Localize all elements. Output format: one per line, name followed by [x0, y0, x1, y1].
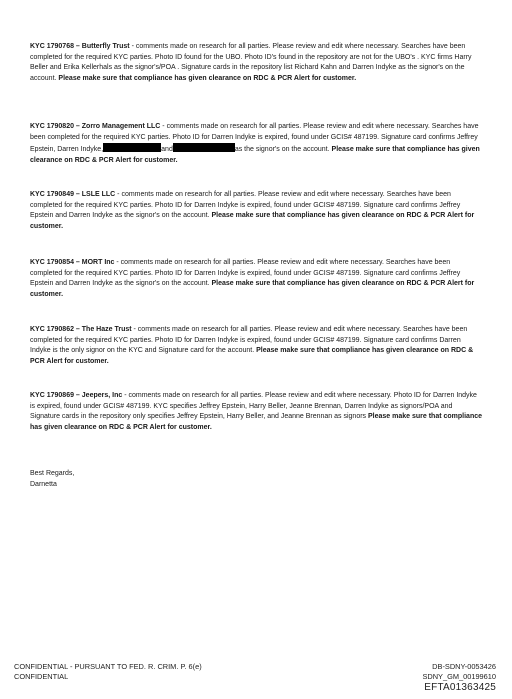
footer-confidential: [14, 662, 202, 682]
kyc-id: KYC 1790768: [30, 43, 74, 50]
kyc-comment-text: - comments made on research for all parties. Please review and edit where necessary. Searches have been completed for the required KYC parties. Photo ID for Darren Indyke is expired, found under GCIS# 487199. Signature card confirms Jeffrey Epstein, Darren Indyke,: [30, 123, 479, 154]
kyc-dash: –: [73, 326, 82, 333]
kyc-dash: –: [73, 43, 82, 50]
kyc-paragraph: [30, 42, 482, 84]
signoff-name: Darnetta: [30, 481, 57, 488]
signoff-closing: Best Regards,: [30, 470, 75, 477]
kyc-comment-text: - comments made on research for all parties. Please review and edit where necessary. Searches have been completed for the required KYC parties. Photo ID for Darren Indyke is expired, found under GCIS# 487199. Signature card confirms Jeffrey Epstein and Darren Indyke as the signor's on the account.: [30, 259, 461, 288]
kyc-dash: –: [73, 259, 82, 266]
kyc-entity-name: LSLE LLC: [81, 191, 116, 198]
kyc-id: KYC 1790854: [30, 259, 74, 266]
kyc-comment-text: as the signor's on the account.: [234, 146, 332, 154]
kyc-paragraph: [30, 258, 482, 300]
kyc-entry: [30, 190, 482, 232]
kyc-entry: [30, 122, 482, 166]
kyc-entry: [30, 258, 482, 300]
bates-number-sdny: SDNY_GM_00199610: [422, 672, 496, 681]
kyc-id: KYC 1790849: [30, 191, 74, 198]
kyc-entry: [30, 391, 482, 433]
compliance-note: Please make sure that compliance has given clearance on RDC & PCR Alert for customer.: [30, 280, 475, 298]
kyc-dash: –: [73, 123, 82, 130]
footer-confidential-label: CONFIDENTIAL: [14, 672, 69, 681]
bates-number-efta: EFTA01363425: [424, 682, 496, 693]
kyc-paragraph: [30, 122, 482, 166]
compliance-note: Please make sure that compliance has given clearance on RDC & PCR Alert for customer.: [30, 146, 480, 164]
kyc-comment-text: - comments made on research for all parties. Please review and edit where necessary. Photo ID for Darren Indyke is expired, found under GCIS# 487199. KYC specifies Jeffrey Epstein, Harry Beller, Jeanne Brennan, Darren Indyke as signors/POA and Signature cards in the repository only specifies Jeffrey Epstein, Harry Beller, and Jeanne Brennan as signors: [30, 392, 477, 421]
kyc-entity-name: Jeepers, Inc: [81, 392, 123, 399]
kyc-paragraph: [30, 391, 482, 433]
kyc-comment-text: - comments made on research for all parties. Please review and edit where necessary. Searches have been completed for the required KYC parties. Photo ID for Darren Indyke is expired, found under GCIS# 487199. Signature card confirms Darren Indyke is the only signor on the KYC and Signature card for the account.: [30, 326, 468, 355]
compliance-note: Please make sure that compliance has given clearance on RDC & PCR Alert for customer.: [30, 212, 475, 230]
kyc-id: KYC 1790869: [30, 392, 74, 399]
kyc-dash: –: [73, 191, 82, 198]
kyc-entity-name: Zorro Management LLC: [81, 123, 161, 130]
kyc-id: KYC 1790820: [30, 123, 74, 130]
compliance-note: Please make sure that compliance has given clearance on RDC & PCR Alert for customer.: [30, 347, 474, 365]
kyc-entry: [30, 325, 482, 367]
kyc-dash: –: [73, 392, 82, 399]
kyc-paragraph: [30, 325, 482, 367]
redaction-block: [103, 143, 161, 152]
kyc-comment-text: and: [161, 146, 173, 154]
kyc-entity-name: MORT Inc: [81, 259, 115, 266]
kyc-id: KYC 1790862: [30, 326, 74, 333]
kyc-comment-text: - comments made on research for all parties. Please review and edit where necessary. Searches have been completed for the required KYC parties. Photo ID found for the UBO. Photo ID's found in the repository are not for the UBO's . KYC firms Harry Beller and Erika Kellerhals as the signor's/POA . Signature cards in the repository list Richard Kahn and Darren Indyke as the signor's on the account.: [30, 43, 472, 82]
kyc-paragraph: [30, 190, 482, 232]
bates-number-db: DB-SDNY-0053426: [432, 662, 496, 671]
kyc-comment-text: - comments made on research for all parties. Please review and edit where necessary. Searches have been completed for the required KYC parties. Photo ID for Darren Indyke is expired, found under GCIS# 487199. Signature card confirms Jeffrey Epstein and Darren Indyke as the signor's on the account.: [30, 191, 461, 220]
kyc-entity-name: Butterfly Trust: [81, 43, 130, 50]
compliance-note: Please make sure that compliance has given clearance on RDC & PCR Alert for customer.: [58, 74, 357, 82]
footer-confidential-line: CONFIDENTIAL - PURSUANT TO FED. R. CRIM. P. 6(e): [14, 662, 202, 671]
compliance-note: Please make sure that compliance has given clearance on RDC & PCR Alert for customer.: [30, 413, 482, 431]
kyc-entry: [30, 42, 482, 84]
signoff-block: [30, 468, 74, 490]
footer-bates-numbers: [422, 662, 496, 693]
kyc-entity-name: The Haze Trust: [81, 326, 132, 333]
redaction-block: [173, 143, 235, 152]
